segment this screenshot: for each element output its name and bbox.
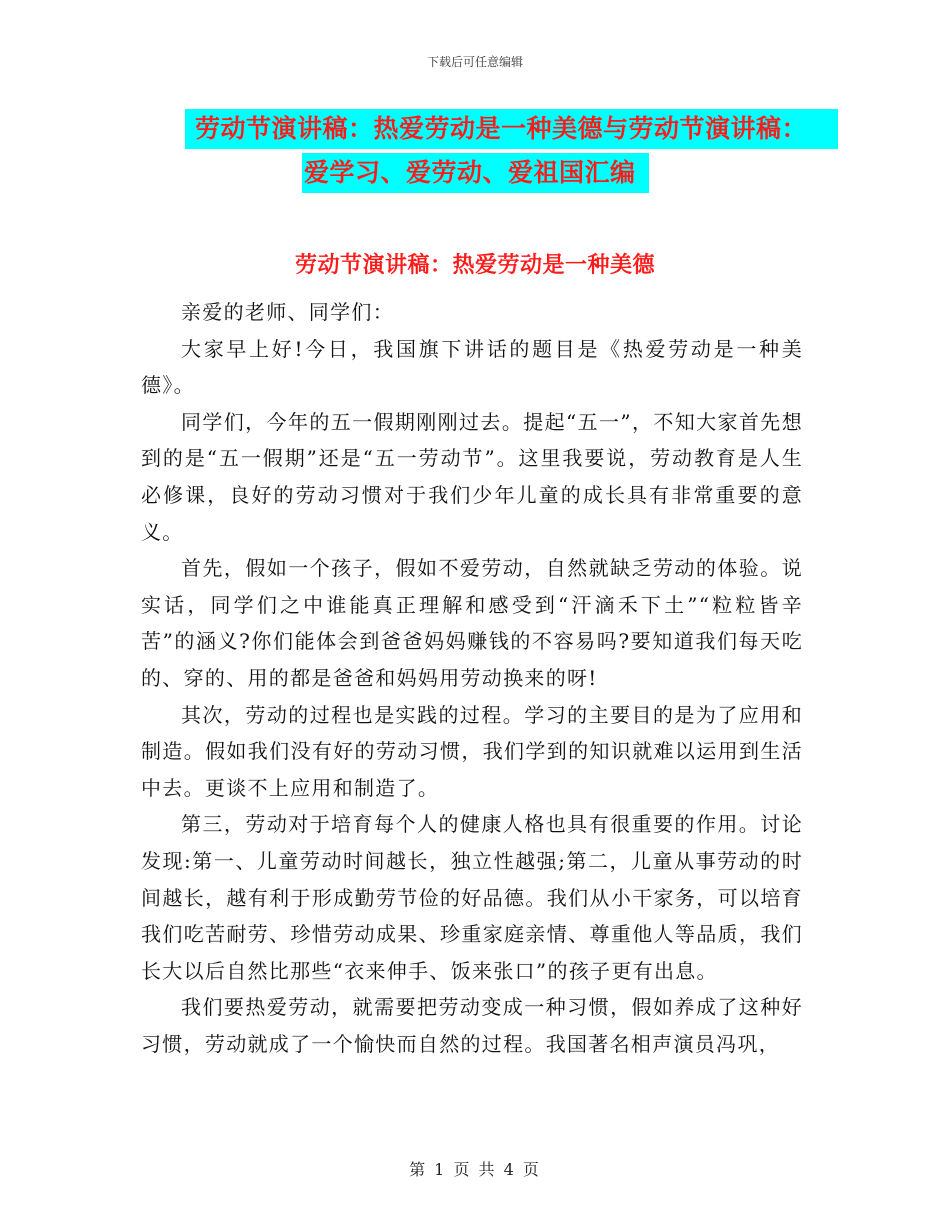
paragraph-greeting: 亲爱的老师、同学们： (181, 300, 394, 324)
header-note: 下载后可任意编辑 (426, 55, 523, 69)
paragraph-opening: 大家早上好!今日，我国旗下讲话的题目是《热爱劳动是一种美德》。 (141, 336, 803, 398)
paragraph-habit: 我们要热爱劳动，就需要把劳动变成一种习惯，假如养成了这种好习惯，劳动就成了一个愉快而自然的过程。我国著名相声演员冯巩， (141, 995, 803, 1056)
paragraph-first-point: 首先，假如一个孩子，假如不爱劳动，自然就缺乏劳动的体验。说实话，同学们之中谁能真正理解和感受到“汗滴禾下土”“粒粒皆辛苦”的涵义?你们能体会到爸爸妈妈赚钱的不容易吗?要知道我们每天吃的、穿的、用的都是爸爸和妈妈用劳动换来的呀! (141, 556, 803, 690)
body-text (141, 294, 803, 1062)
page-number: 第 1 页 共 4 页 (409, 1160, 541, 1179)
section-title: 劳动节演讲稿：热爱劳动是一种美德 (294, 253, 655, 278)
paragraph-second-point: 其次，劳动的过程也是实践的过程。学习的主要目的是为了应用和制造。假如我们没有好的劳动习惯，我们学到的知识就难以运用到生活中去。更谈不上应用和制造了。 (141, 702, 803, 800)
document-title-line-2: 爱学习、爱劳动、爱祖国汇编 (302, 153, 649, 193)
paragraph-third-point: 第三，劳动对于培育每个人的健康人格也具有很重要的作用。讨论发现:第一、儿童劳动时间越长，独立性越强;第二，儿童从事劳动的时间越长，越有利于形成勤劳节俭的好品德。我们从小干家务，可以培育我们吃苦耐劳、珍惜劳动成果、珍重家庭亲情、尊重他人等品质，我们长大以后自然比那些“衣来伸手、饭来张口”的孩子更有出息。 (141, 812, 803, 983)
document-title-line-1: 劳动节演讲稿：热爱劳动是一种美德与劳动节演讲稿： (185, 109, 838, 149)
paragraph-may-day: 同学们，今年的五一假期刚刚过去。提起“五一”，不知大家首先想到的是“五一假期”还是“五一劳动节”。这里我要说，劳动教育是人生必修课，良好的劳动习惯对于我们少年儿童的成长具有非常重要的意义。 (141, 409, 803, 544)
